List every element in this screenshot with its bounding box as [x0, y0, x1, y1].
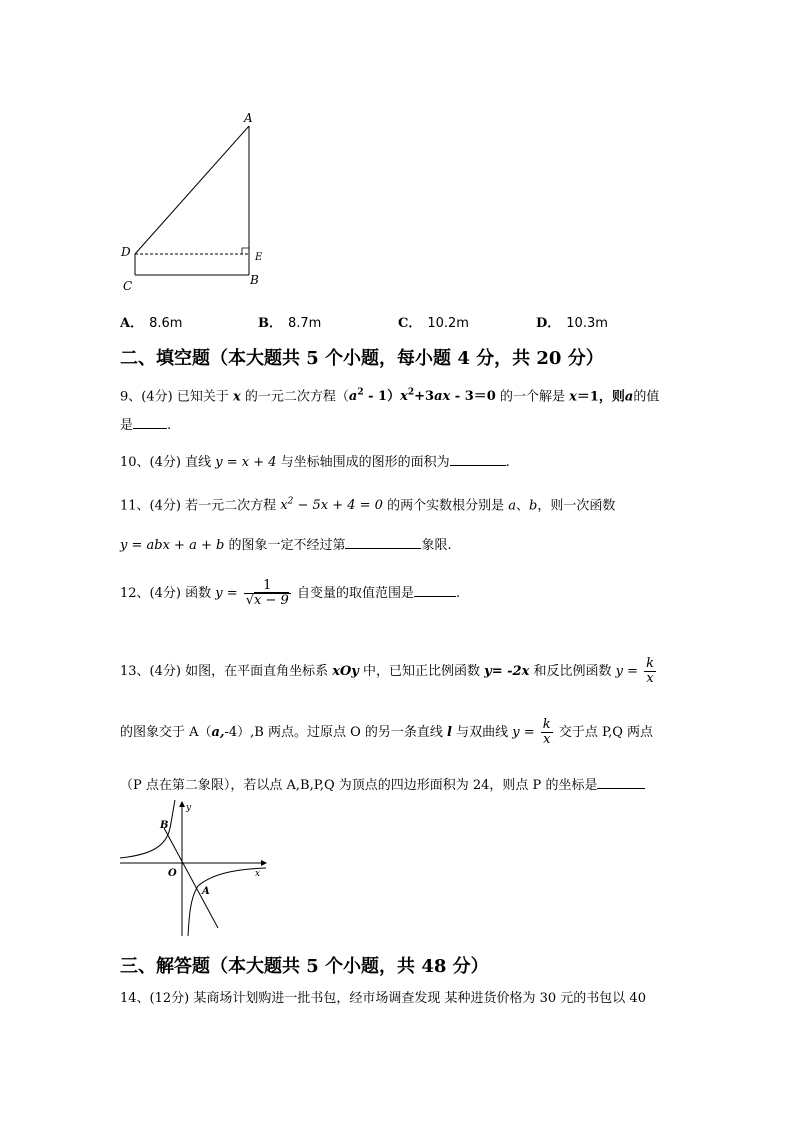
question-13-line3: （P 点在第二象限），若以点 A,B,P,Q 为顶点的四边形面积为 24，则点 P 的坐标是 [120, 774, 645, 795]
fraction-13a: $\frac{k}{x}$ [646, 656, 655, 686]
question-9: 9、(4分) 已知关于 x 的一元二次方程$(a^2 - 1)x^2+3ax - 3=0$ 的一个解是 x＝1，则a的值 [120, 388, 660, 405]
question-10: 10、(4分) 直线 y = x + 4 与坐标轴围成的图形的面积为 . [120, 451, 510, 472]
label-origin: O [168, 868, 177, 879]
question-12: 12、(4分) 函数 y = $\frac{1}{√x - 9}$ 自变量的取值范围是 . [120, 578, 461, 608]
option-d: D． 10.3m [536, 316, 608, 331]
answer-blank-11[interactable] [345, 534, 421, 549]
label-e: E [255, 252, 263, 263]
fraction-12: $\frac{1}{√x - 9}$ [245, 578, 289, 608]
section-solve-title: 三、解答题（本大题共 5 个小题，共 48 分） [120, 956, 489, 977]
question-13-line2: 的图象交于 A（a,-4）,B 两点。过原点 O 的另一条直线 l 与双曲线 y = $\frac{k}{x}$ 交于点 P,Q 两点 [120, 717, 653, 747]
label-x-axis: x [255, 869, 261, 879]
option-a: A． 8.6m [120, 316, 183, 331]
question-11: 11、(4分) 若一元二次方程 $x^2 - 5x + 4 = 0$ 的两个实数根分别是 a、b，则一次函数 [120, 497, 616, 514]
question-9-line2: 是 . [120, 414, 171, 435]
option-b: B． 8.7m [258, 316, 322, 331]
hyperbola-figure [118, 798, 278, 940]
answer-blank-12[interactable] [414, 582, 456, 597]
answer-blank-13[interactable] [597, 774, 645, 789]
option-c: C． 10.2m [398, 316, 469, 331]
question-11-line2: y = abx + a + b 的图象一定不经过第 象限. [120, 534, 452, 555]
label-y-axis: y [186, 803, 192, 813]
label-b-point: B [160, 820, 169, 831]
question-14: 14、(12分) 某商场计划购进一批书包，经市场调查发现 某种进货价格为 30 元的书包以 40 [120, 991, 646, 1006]
answer-blank-9[interactable] [133, 414, 167, 429]
triangle-figure [112, 108, 272, 298]
segment-da [135, 126, 249, 254]
label-d: D [121, 245, 131, 259]
section-fill-blank-title: 二、填空题（本大题共 5 个小题，每小题 4 分，共 20 分） [120, 348, 604, 369]
label-a-point: A [202, 886, 210, 897]
label-b: B [250, 273, 259, 287]
question-13: 13、(4分) 如图，在平面直角坐标系 xOy 中，已知正比例函数 y= -2x 和反比例函数 y = $\frac{k}{x}$ [120, 656, 655, 686]
right-angle-mark [242, 248, 249, 254]
label-c: C [123, 279, 133, 293]
label-a: A [244, 111, 253, 125]
answer-blank-10[interactable] [450, 451, 506, 466]
fraction-13b: $\frac{k}{x}$ [542, 717, 551, 747]
